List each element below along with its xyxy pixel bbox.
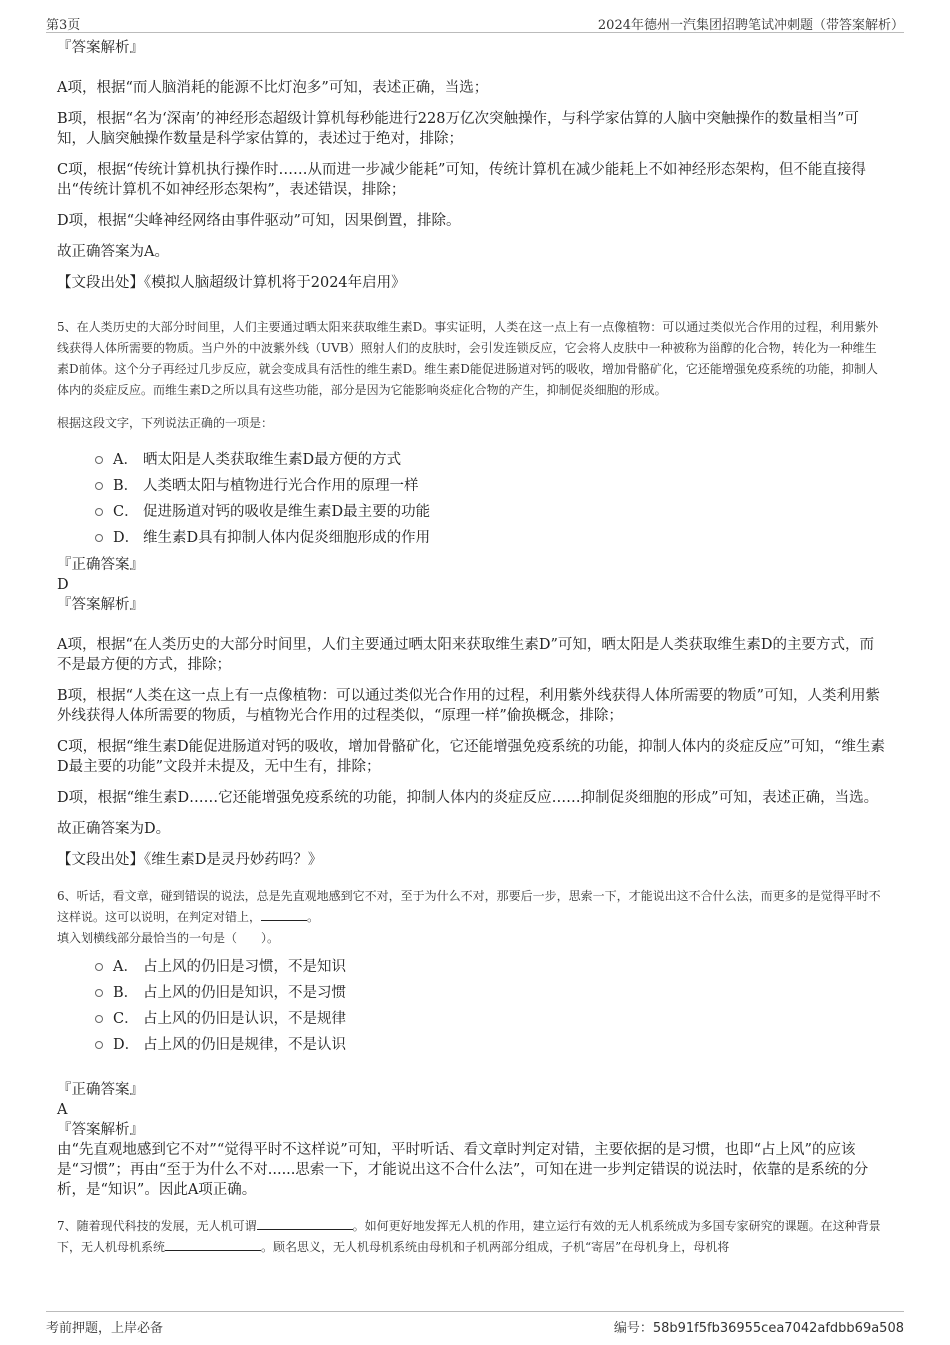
q4-analysis-d: D项，根据“尖峰神经网络由事件驱动”可知，因果倒置，排除。 [57, 213, 461, 229]
q4-analysis-c: C项，根据“传统计算机执行操作时……从而进一步减少能耗”可知，传统计算机在减少能耗上不如神经形态架构，但不能直接得出“传统计算机不如神经形态架构”，表述错误，排除； [57, 162, 866, 198]
option-key: A． [113, 959, 138, 975]
q5-answer: D [57, 577, 69, 593]
q4-analysis-b: B项，根据“名为‘深南’的神经形态超级计算机每秒能进行228万亿次突触操作，与科学家估算的人脑中突触操作的数量相当”可知，人脑突触操作数量是科学家估算的，表述过于绝对，排除； [57, 111, 859, 147]
q4-analysis-label: 『答案解析』 [57, 40, 144, 56]
q5-analysis-c: C项，根据“维生素D能促进肠道对钙的吸收，增加骨骼矿化，它还能增强免疫系统的功能，抑制人体内的炎症反应”可知，“维生素D最主要的功能”文段并未提及，无中生有，排除； [57, 739, 885, 775]
q5-source: 【文段出处】《维生素D是灵丹妙药吗？》 [57, 852, 323, 868]
document-code: 编号：58b91f5fb36955cea7042afdbb69a508 [613, 1321, 904, 1336]
q6-prompt: 填入划横线部分最恰当的一句是（ ）。 [57, 931, 280, 945]
option-key: B． [113, 478, 139, 494]
radio-icon[interactable] [95, 1015, 103, 1023]
option-key: C． [113, 504, 139, 520]
radio-icon[interactable] [95, 989, 103, 997]
q5-conclusion: 故正确答案为D。 [57, 821, 171, 837]
q5-analysis-b: B项，根据“人类在这一点上有一点像植物：可以通过类似光合作用的过程，利用紫外线获得人体所需要的物质”可知，人类利用紫外线获得人体所需要的物质，与植物光合作用的过程类似，“原理一样”偷换概念，排除； [57, 688, 880, 724]
option-key: D． [113, 530, 140, 546]
q6-answer-label: 『正确答案』 [57, 1082, 144, 1098]
q6-analysis: 由“先直观地感到它不对”“觉得平时不这样说”可知，平时听话、看文章时判定对错，主要依据的是习惯，也即“占上风”的应该是“习惯”；再由“至于为什么不对......思索一下，才能说出这不合什么法”，可知在进一步判定错误的说法时，依靠的是系统的分析，是“知识”。因此A项正确。 [57, 1142, 869, 1198]
radio-icon[interactable] [95, 963, 103, 971]
q5-prompt: 根据这段文字，下列说法正确的一项是： [57, 416, 274, 430]
q5-analysis-label: 『答案解析』 [57, 597, 144, 613]
q7-blank-1 [257, 1217, 353, 1230]
q4-conclusion: 故正确答案为A。 [57, 244, 169, 260]
option-key: B． [113, 985, 139, 1001]
q5-option-a[interactable] [57, 447, 886, 473]
q5-analysis-a: A项，根据“在人类历史的大部分时间里，人们主要通过晒太阳来获取维生素D”可知，晒太阳是人类获取维生素D的主要方式，而不是最方便的方式，排除； [57, 637, 875, 673]
page-number: 第3页 [46, 18, 81, 33]
q6-blank [261, 908, 307, 921]
radio-icon[interactable] [95, 482, 103, 490]
q5-options [57, 447, 886, 551]
content [57, 38, 886, 1258]
q5-option-c[interactable] [57, 499, 886, 525]
radio-icon[interactable] [95, 456, 103, 464]
q6-stem: 6、听话，看文章，碰到错误的说法，总是先直观地感到它不对，至于为什么不对，那要后一步，思索一下，才能说出这不合什么法，而更多的是觉得平时不这样说。这可以说明，在判定对错上， 。 [57, 889, 881, 924]
option-text: 维生素D具有抑制人体内促炎细胞形成的作用 [143, 530, 431, 546]
option-text: 占上风的仍旧是习惯，不是知识 [143, 959, 346, 975]
q6-options [57, 954, 886, 1058]
q6-option-b[interactable] [57, 980, 886, 1006]
option-text: 晒太阳是人类获取维生素D最方便的方式 [143, 452, 402, 468]
radio-icon[interactable] [95, 1041, 103, 1049]
radio-icon[interactable] [95, 534, 103, 542]
document-title: 2024年德州一汽集团招聘笔试冲刺题（带答案解析） [597, 18, 904, 33]
q5-analysis-d: D项，根据“维生素D……它还能增强免疫系统的功能，抑制人体内的炎症反应……抑制促炎细胞的形成”可知，表述正确，当选。 [57, 790, 879, 806]
page-footer [46, 1311, 904, 1338]
option-text: 人类晒太阳与植物进行光合作用的原理一样 [143, 478, 419, 494]
q6-answer: A [57, 1102, 68, 1118]
q5-answer-label: 『正确答案』 [57, 557, 144, 573]
q6-option-a[interactable] [57, 954, 886, 980]
option-key: C． [113, 1011, 139, 1027]
q6-option-c[interactable] [57, 1006, 886, 1032]
option-text: 占上风的仍旧是知识，不是习惯 [143, 985, 346, 1001]
q7-stem: 7、随着现代科技的发展，无人机可谓 。如何更好地发挥无人机的作用，建立运行有效的无人机系统成为多国专家研究的课题。在这种背景下，无人机母机系统 。顾名思义，无人机母机系统由母机和子机两部分组成，子机“寄居”在母机身上，母机将 [57, 1219, 881, 1254]
option-key: D． [113, 1037, 140, 1053]
option-text: 促进肠道对钙的吸收是维生素D最主要的功能 [143, 504, 431, 520]
q4-source: 【文段出处】《模拟人脑超级计算机将于2024年启用》 [57, 275, 406, 291]
q6-option-d[interactable] [57, 1032, 886, 1058]
radio-icon[interactable] [95, 508, 103, 516]
q5-option-b[interactable] [57, 473, 886, 499]
option-key: A． [113, 452, 138, 468]
q5-stem: 5、在人类历史的大部分时间里，人们主要通过晒太阳来获取维生素D。事实证明，人类在这一点上有一点像植物：可以通过类似光合作用的过程，利用紫外线获得人体所需要的物质。当户外的中波紫外线（UVB）照射人们的皮肤时，会引发连锁反应，它会将人皮肤中一种被称为甾醇的化合物，转化为一种维生素D前体。这个分子再经过几步反应，就会变成具有活性的维生素D。维生素D能促进肠道对钙的吸收，增加骨骼矿化，它还能增强免疫系统的功能，抑制人体内的炎症反应。而维生素D之所以具有这些功能，部分是因为它能影响炎症化合物的产生，抑制促炎细胞的形成。 [57, 320, 879, 397]
q6-analysis-label: 『答案解析』 [57, 1122, 144, 1138]
q4-analysis-a: A项，根据“而人脑消耗的能源不比灯泡多”可知，表述正确，当选； [57, 80, 489, 96]
q5-option-d[interactable] [57, 525, 886, 551]
option-text: 占上风的仍旧是规律，不是认识 [143, 1037, 346, 1053]
footer-slogan: 考前押题，上岸必备 [46, 1321, 164, 1336]
q6-stem-text: 6、听话，看文章，碰到错误的说法，总是先直观地感到它不对，至于为什么不对，那要后一步，思索一下，才能说出这不合什么法，而更多的是觉得平时不这样说。这可以说明，在判定对错上， [57, 889, 881, 924]
option-text: 占上风的仍旧是认识，不是规律 [143, 1011, 346, 1027]
q7-blank-2 [165, 1238, 261, 1251]
page-header [46, 10, 904, 33]
